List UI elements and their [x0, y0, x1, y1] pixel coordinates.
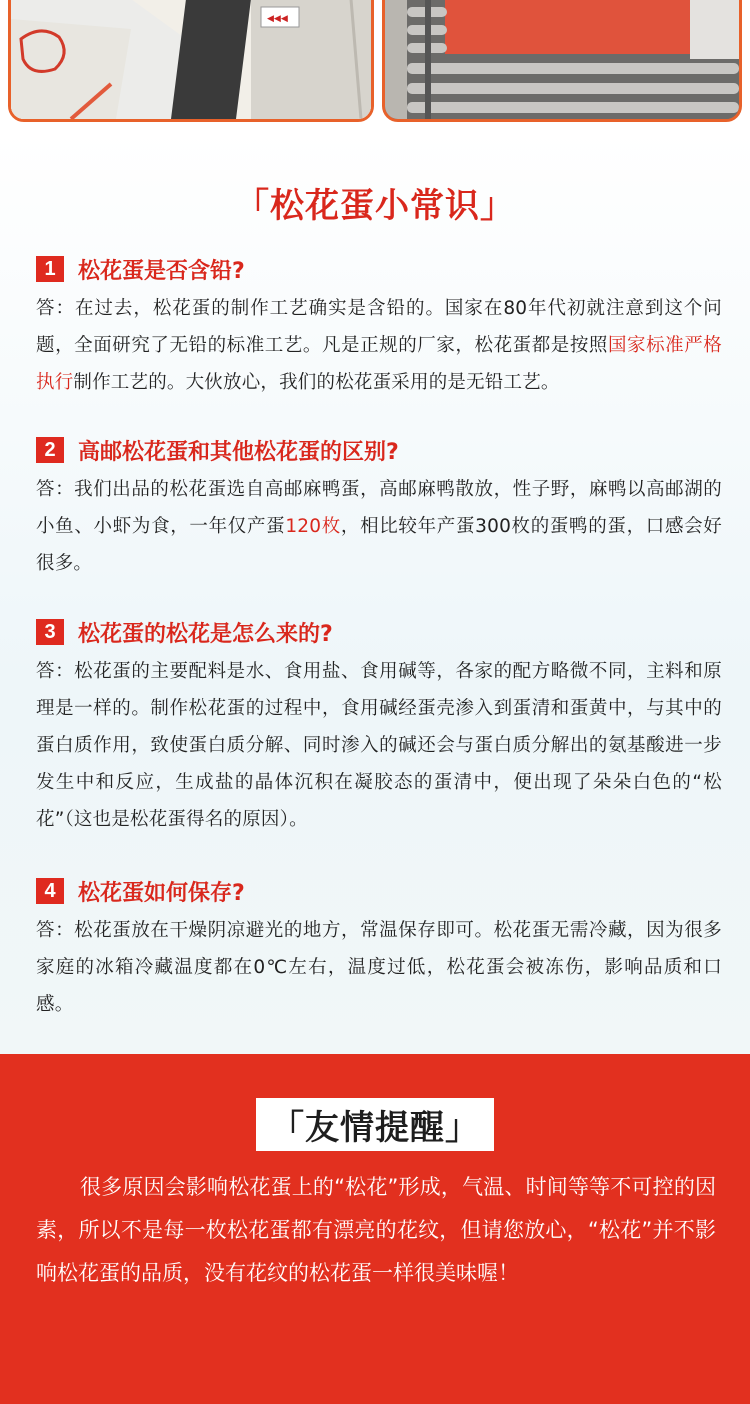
qa-item-3: [36, 617, 722, 838]
svg-text:◀◀◀: ◀◀◀: [267, 14, 288, 24]
reminder-section: [0, 1054, 750, 1404]
question-row: [36, 254, 722, 284]
question-number: 2: [36, 437, 64, 463]
answer-highlight: 国家标准严格执行: [36, 335, 722, 393]
answer-segment: 答：我们出品的松花蛋选自高邮麻鸭蛋，高邮麻鸭散放，性子野，麻鸭以高邮湖的小鱼、小虾为食，一年仅产蛋: [36, 479, 722, 537]
answer-text: [36, 290, 722, 401]
packaging-photo-image: [11, 0, 371, 119]
qa-item-2: [36, 435, 722, 582]
reminder-title: 「友情提醒」: [256, 1098, 494, 1151]
question-row: [36, 435, 722, 465]
question-text: 松花蛋是否含铅?: [78, 258, 245, 284]
conveyor-photo: [382, 0, 742, 122]
answer-highlight: 120枚: [285, 516, 341, 537]
question-row: [36, 617, 722, 647]
question-text: 松花蛋的松花是怎么来的?: [78, 621, 333, 647]
question-number: 3: [36, 619, 64, 645]
answer-segment: 答：在过去，松花蛋的制作工艺确实是含铅的。国家在80年代初就注意到这个问题，全面研究了无铅的标准工艺。凡是正规的厂家，松花蛋都是按照: [36, 298, 722, 356]
answer-text: 答：松花蛋放在干燥阴凉避光的地方，常温保存即可。松花蛋无需冷藏，因为很多家庭的冰箱冷藏温度都在0℃左右，温度过低，松花蛋会被冻伤，影响品质和口感。: [36, 920, 722, 1015]
question-text: 松花蛋如何保存?: [78, 880, 245, 906]
answer-segment: ，相比较年产蛋300枚的蛋鸭的蛋，口感会好很多。: [36, 516, 722, 574]
answer-text: [36, 471, 722, 582]
knowledge-title: 「松花蛋小常识」: [235, 186, 515, 226]
qa-item-4: [36, 876, 722, 1023]
conveyor-photo-image: [385, 0, 739, 119]
packaging-photo: [8, 0, 374, 122]
photo-strip: [0, 0, 750, 130]
knowledge-section: [0, 130, 750, 1054]
answer-segment: 制作工艺的。大伙放心，我们的松花蛋采用的是无铅工艺。: [73, 372, 560, 393]
question-number: 4: [36, 878, 64, 904]
reminder-title-wrap: [0, 1098, 750, 1151]
answer-text: 答：松花蛋的主要配料是水、食用盐、食用碱等，各家的配方略微不同，主料和原理是一样的。制作松花蛋的过程中，食用碱经蛋壳渗入到蛋清和蛋黄中，与其中的蛋白质作用，致使蛋白质分解、同时渗入的碱还会与蛋白质分解出的氨基酸进一步发生中和反应，生成盐的晶体沉积在凝胶态的蛋清中，便出现了朵朵白色的“松花”（这也是松花蛋得名的原因）。: [36, 661, 722, 830]
question-row: [36, 876, 722, 906]
qa-item-1: [36, 254, 722, 401]
question-text: 高邮松花蛋和其他松花蛋的区别?: [78, 439, 399, 465]
reminder-body: 很多原因会影响松花蛋上的“松花”形成，气温、时间等等不可控的因素，所以不是每一枚松花蛋都有漂亮的花纹，但请您放心，“松花”并不影响松花蛋的品质，没有花纹的松花蛋一样很美味喔！: [36, 1175, 716, 1285]
question-number: 1: [36, 256, 64, 282]
